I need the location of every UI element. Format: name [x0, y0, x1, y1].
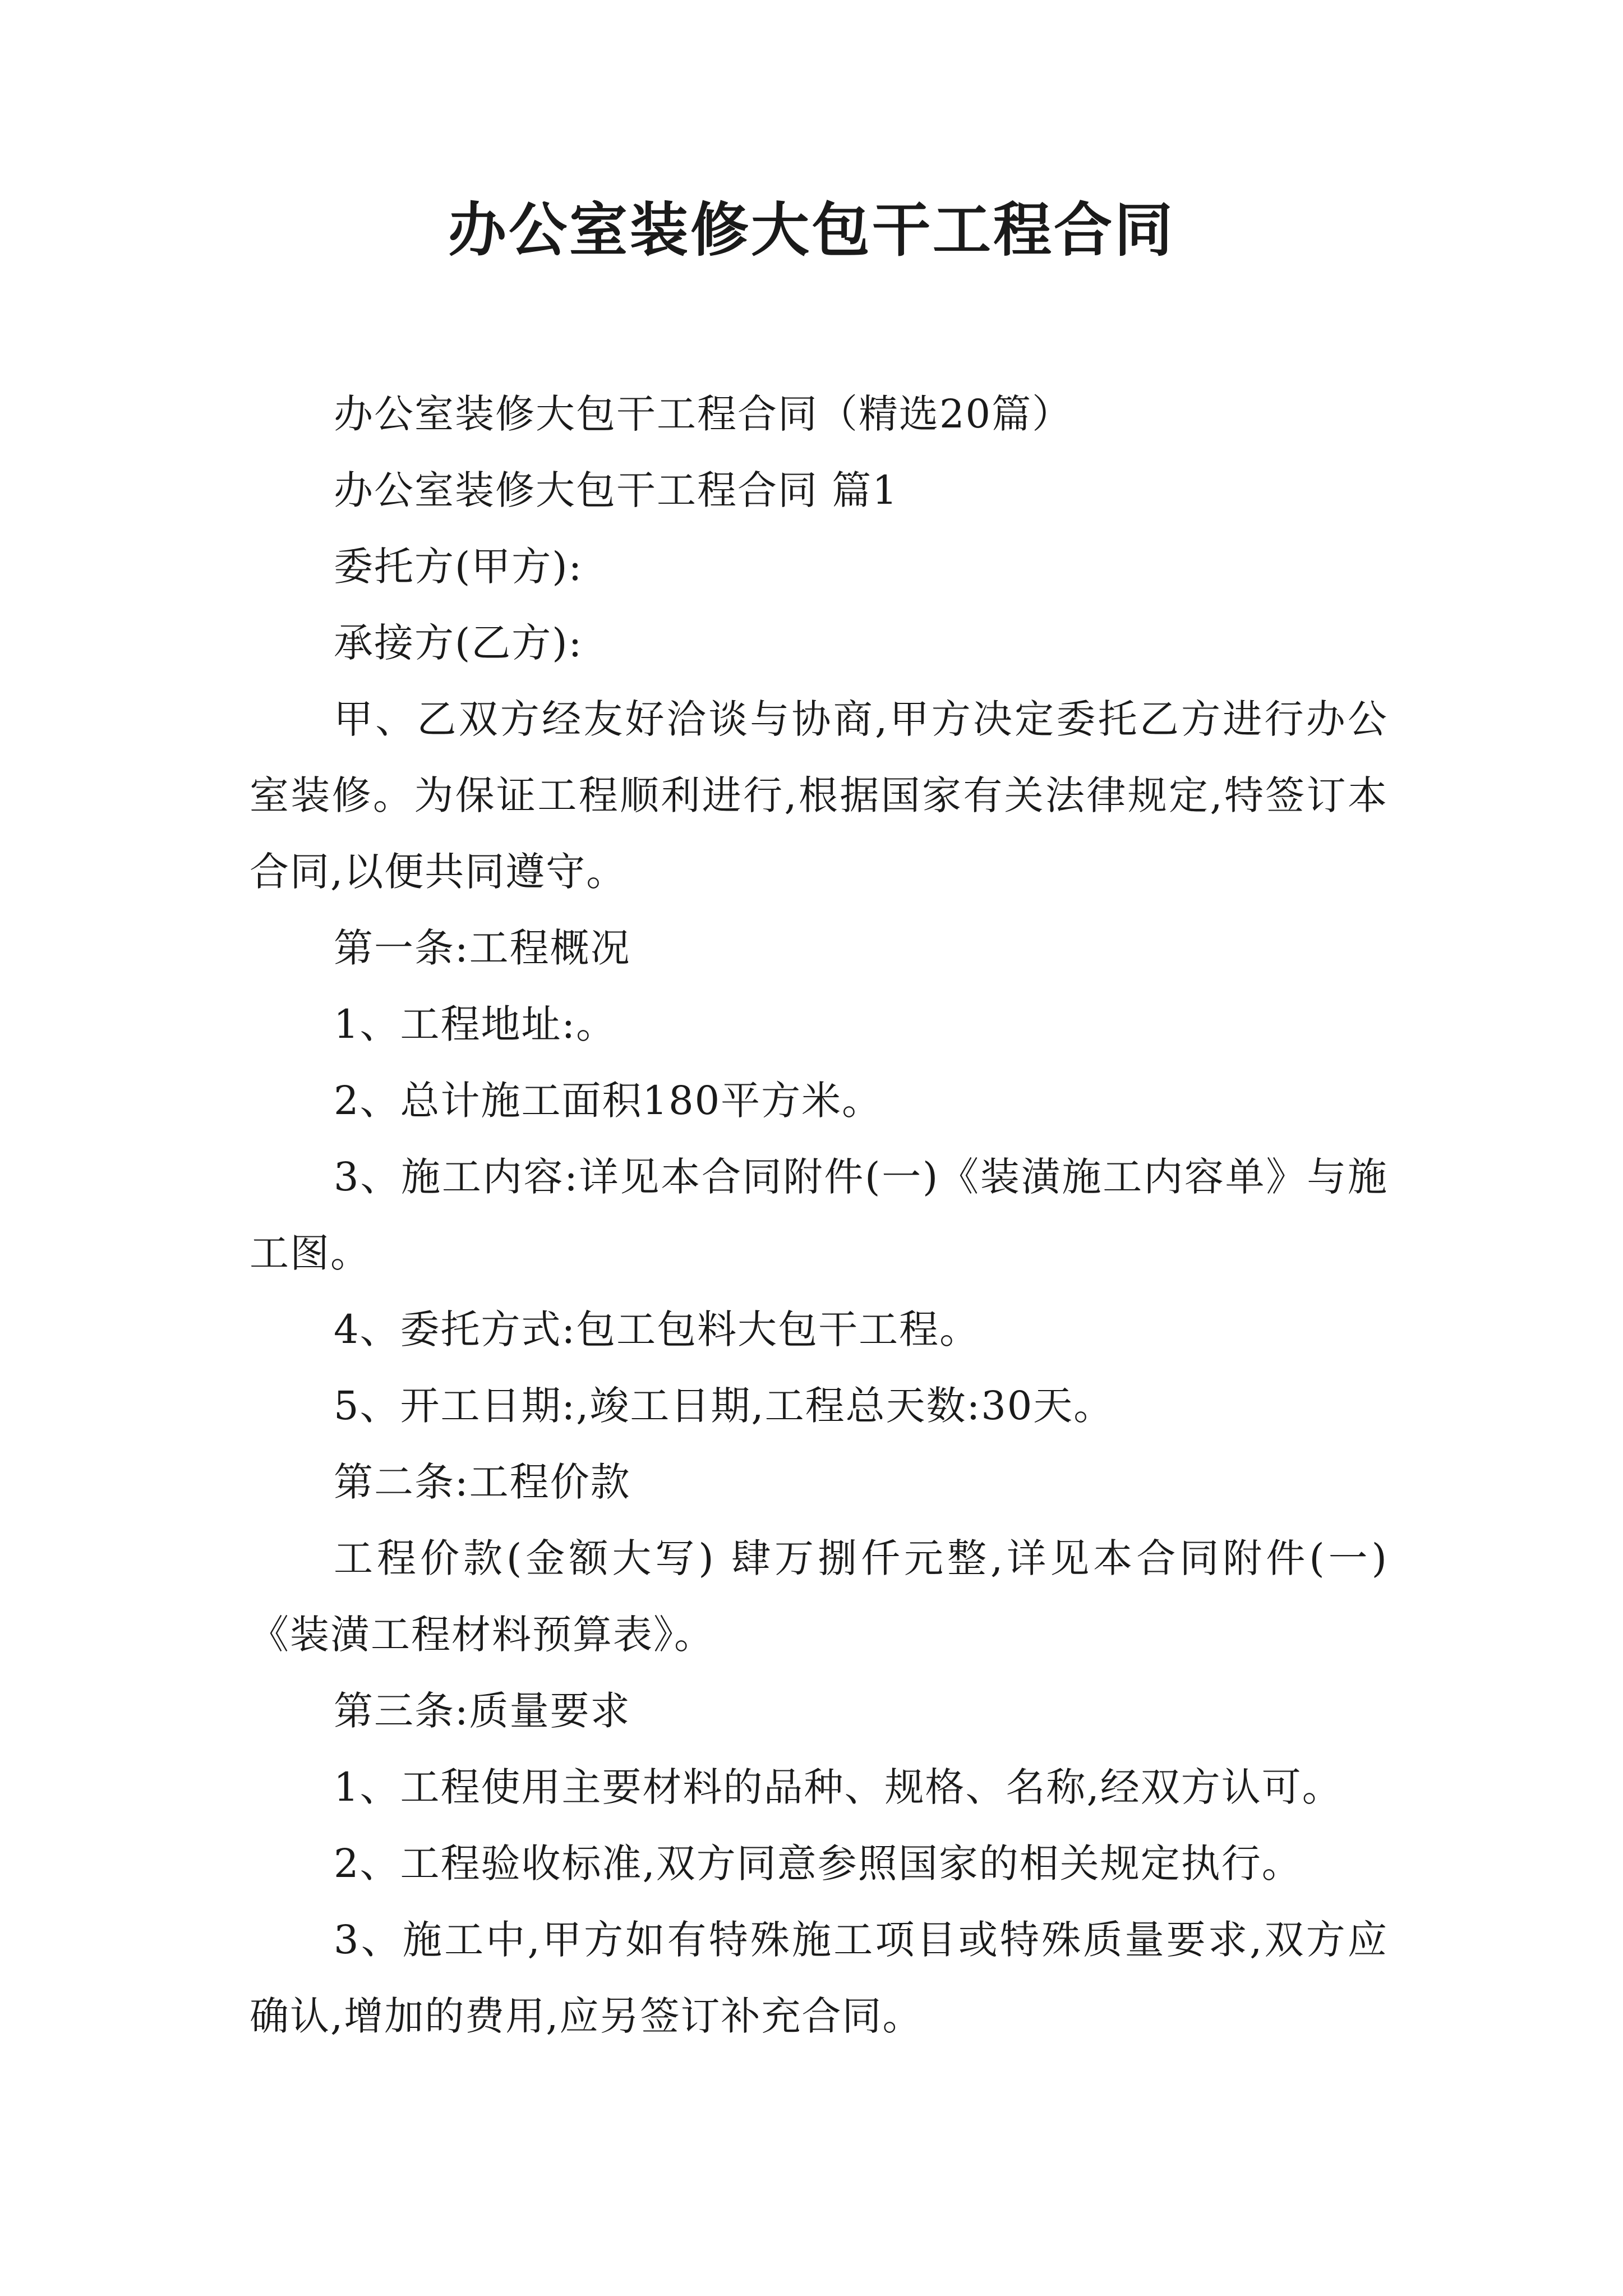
clause-item: 工程价款(金额大写) 肆万捌仟元整,详见本合同附件(一)《装潢工程材料预算表》。: [250, 1535, 1388, 1658]
article-heading: 第三条:质量要求: [334, 1688, 631, 1734]
section-heading: 办公室装修大包干工程合同 篇1: [334, 467, 898, 513]
clause-item: 3、施工内容:详见本合同附件(一)《装潢施工内容单》与施工图。: [250, 1154, 1388, 1276]
clause-item: 1、工程地址:。: [334, 1001, 617, 1047]
clause-item: 5、开工日期:,竣工日期,工程总天数:30天。: [334, 1383, 1114, 1429]
article-heading: 第一条:工程概况: [334, 925, 631, 971]
document-body: [250, 376, 1388, 2054]
subtitle-line: 办公室装修大包干工程合同（精选20篇）: [334, 391, 1073, 437]
clause-item: 1、工程使用主要材料的品种、规格、名称,经双方认可。: [334, 1764, 1343, 1810]
clause-item: 2、工程验收标准,双方同意参照国家的相关规定执行。: [334, 1841, 1302, 1887]
clause-item: 4、委托方式:包工包料大包干工程。: [334, 1306, 980, 1352]
document-title: 办公室装修大包干工程合同: [448, 196, 1175, 264]
clause-item: 2、总计施工面积180平方米。: [334, 1078, 883, 1124]
article-heading: 第二条:工程价款: [334, 1459, 631, 1505]
preamble-paragraph: 甲、乙双方经友好洽谈与协商,甲方决定委托乙方进行办公室装修。为保证工程顺利进行,根据国家有关法律规定,特签订本合同,以便共同遵守。: [250, 696, 1388, 895]
party-b-line: 承接方(乙方):: [334, 620, 583, 666]
party-a-line: 委托方(甲方):: [334, 544, 583, 590]
clause-item: 3、施工中,甲方如有特殊施工项目或特殊质量要求,双方应确认,增加的费用,应另签订补充合同。: [250, 1917, 1388, 2039]
